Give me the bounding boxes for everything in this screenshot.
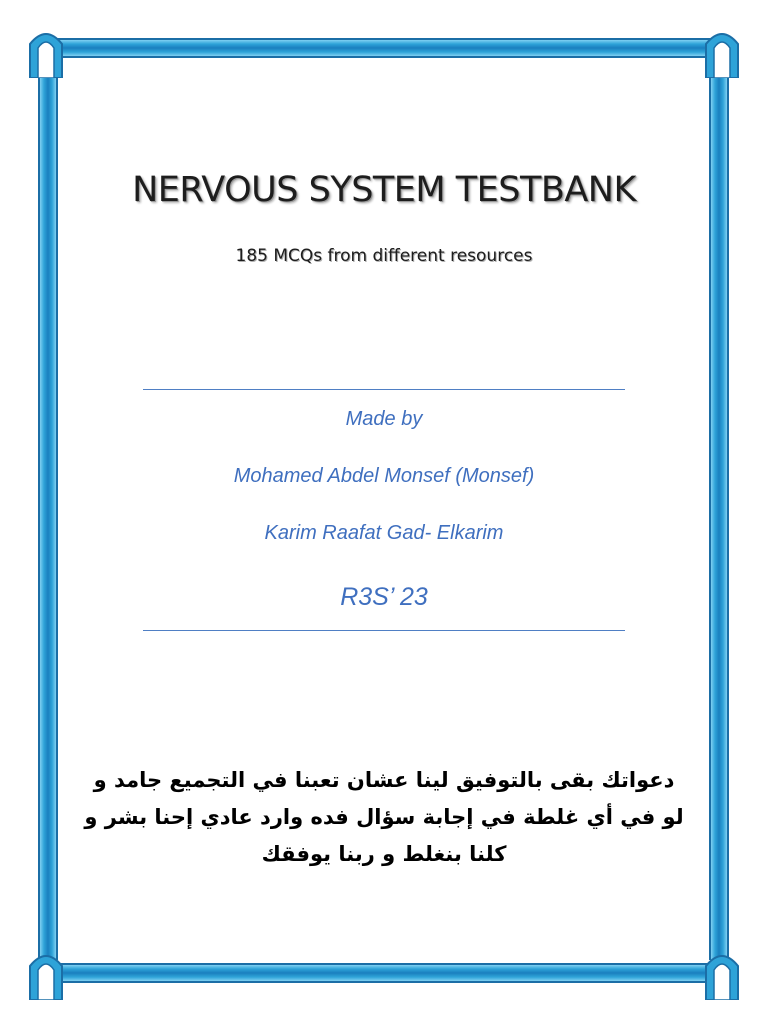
corner-ornament-top-left (28, 28, 64, 78)
corner-ornament-bottom-right (704, 950, 740, 1000)
corner-ornament-bottom-left (28, 950, 64, 1000)
made-by-label: Made by (345, 408, 423, 430)
page-subtitle: 185 MCQs from different resources (235, 246, 533, 266)
border-bottom (40, 963, 728, 983)
author-name: Karim Raafat Gad- Elkarim (264, 522, 504, 544)
corner-ornament-top-right (704, 28, 740, 78)
border-top (40, 38, 728, 58)
cohort-label: R3S’ 23 (340, 583, 428, 611)
author-name: Mohamed Abdel Monsef (Monsef) (233, 465, 535, 487)
divider-top (143, 389, 625, 390)
divider-bottom (143, 630, 625, 631)
arabic-note: دعواتك بقى بالتوفيق لينا عشان تعبنا في التجميع جامد و لو في أي غلطة في إجابة سؤال فده وارد عادي إحنا بشر و كلنا بنغلط و ربنا يوفقك (84, 768, 684, 866)
page-title: NERVOUS SYSTEM TESTBANK (132, 170, 636, 210)
